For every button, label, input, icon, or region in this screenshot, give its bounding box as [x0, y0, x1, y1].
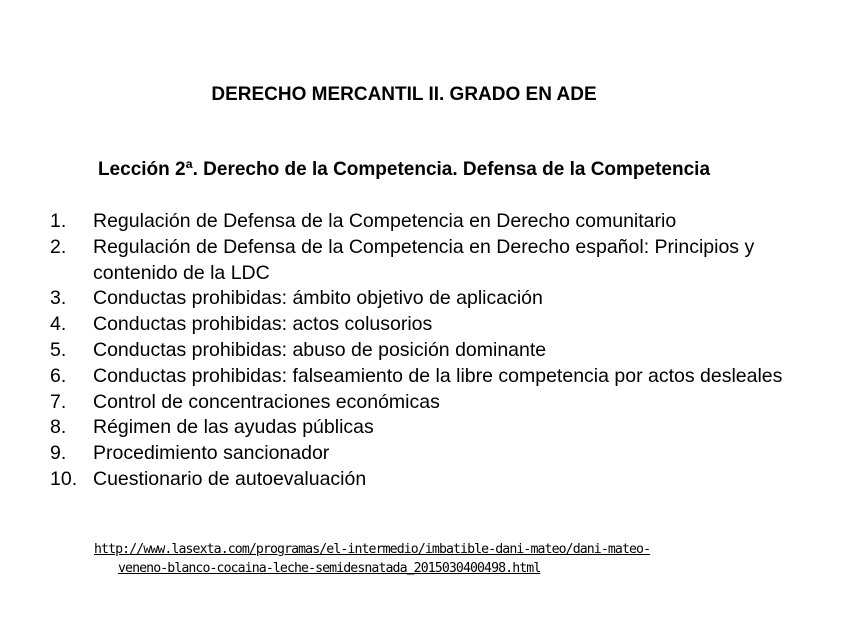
list-item: [50, 235, 790, 287]
list-item-number: 7.: [50, 390, 67, 413]
list-item: [50, 467, 790, 493]
lesson-subtitle: Lección 2ª. Derecho de la Competencia. Defensa de la Competencia: [97, 159, 711, 180]
list-item-text: Conductas prohibidas: ámbito objetivo de aplicación: [93, 287, 543, 310]
list-item: [50, 286, 790, 312]
list-item-text: Control de concentraciones económicas: [93, 390, 440, 413]
list-item: [50, 364, 790, 390]
list-item-text: Regulación de Defensa de la Competencia en Derecho español: Principios y contenido de la LDC: [93, 235, 755, 284]
list-item-text: Conductas prohibidas: abuso de posición dominante: [93, 338, 547, 361]
list-item-number: 6.: [50, 364, 67, 387]
list-item-number: 5.: [50, 338, 67, 361]
video-link-line-2[interactable]: veneno-blanco-cocaina-leche-semidesnatada_2015030400498.html: [118, 561, 541, 576]
list-item-text: Procedimiento sancionador: [93, 442, 330, 465]
video-link: [94, 540, 794, 578]
list-item-number: 8.: [50, 416, 67, 439]
list-item: [50, 415, 790, 441]
page-title: DERECHO MERCANTIL II. GRADO EN ADE: [211, 84, 597, 105]
list-item-number: 4.: [50, 313, 67, 336]
list-item-text: Conductas prohibidas: falseamiento de la libre competencia por actos desleales: [93, 364, 783, 387]
list-item-number: 3.: [50, 287, 67, 310]
list-item-text: Conductas prohibidas: actos colusorios: [93, 313, 433, 336]
list-item-text: Regulación de Defensa de la Competencia en Derecho comunitario: [93, 210, 677, 232]
video-link-line-1[interactable]: http://www.lasexta.com/programas/el-intermedio/imbatible-dani-mateo/dani-mateo-: [94, 542, 651, 557]
list-item-text: Régimen de las ayudas públicas: [93, 416, 374, 439]
list-item: [50, 209, 790, 235]
list-item: [50, 312, 790, 338]
list-item: [50, 441, 790, 467]
list-item: [50, 390, 790, 416]
lesson-list: [50, 209, 790, 493]
list-item-number: 2.: [50, 235, 67, 258]
list-item: [50, 338, 790, 364]
list-item-number: 10.: [50, 467, 78, 490]
list-item-number: 9.: [50, 442, 67, 465]
list-item-text: Cuestionario de autoevaluación: [93, 467, 367, 490]
list-item-number: 1.: [50, 210, 67, 232]
